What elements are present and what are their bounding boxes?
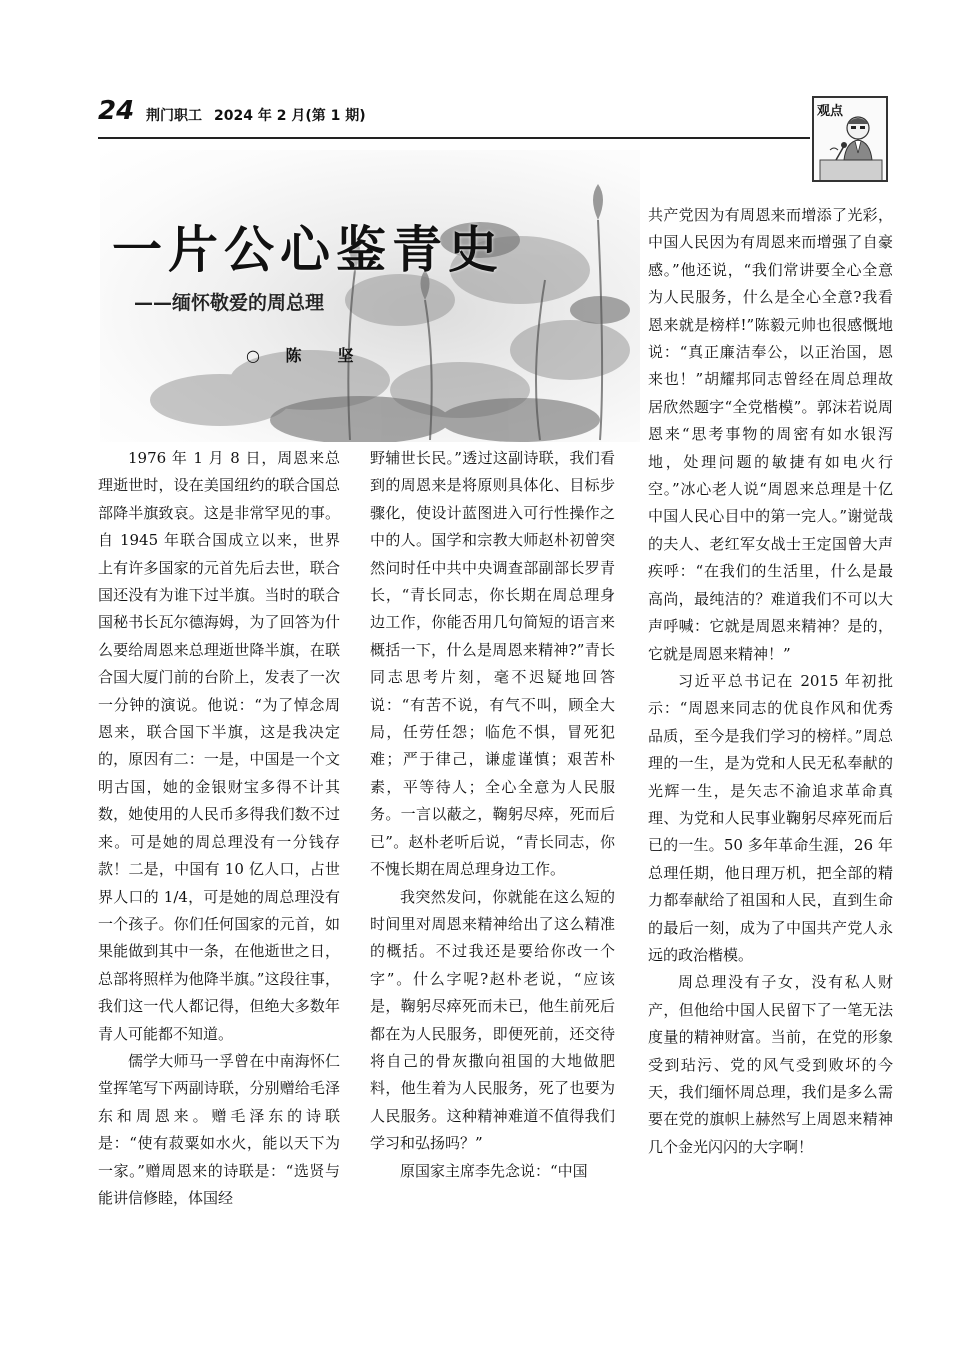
section-label: 观点 [817,104,844,119]
magazine-name: 荆门职工 [146,108,202,124]
article-subtitle: ——缅怀敬爱的周总理 [134,292,325,314]
paragraph: 我突然发问，你就能在这么短的时间里对周恩来精神给出了这么精准的概括。不过我还是要给你改一个字”。什么字呢?赵朴老说，“应该是，鞠躬尽瘁死而未已，他生前死后都在为人民服务，即便死前，还交待将自己的骨灰撒向祖国的大地做肥料，他生着为人民服务，死了也要为人民服务。这种精神难道不值得我们学习和弘扬吗？” [370,887,615,1153]
page-number: 24 [98,96,135,126]
paragraph: 周总理没有子女，没有私人财产，但他给中国人民留下了一笔无法度量的精神财富。当前，在党的形象受到玷污、党的风气受到败坏的今天，我们缅怀周总理，我们是多么需要在党的旗帜上赫然写上周恩来精神几个金光闪闪的大字啊！ [648,973,893,1156]
paragraph: 儒学大师马一孚曾在中南海怀仁堂挥笔写下两副诗联，分别赠给毛泽东和周恩来。赠毛泽东的诗联是：“使有菽粟如水火，能以天下为一家。”赠周恩来的诗联是：“选贤与能讲信修睦，体国经 [98,1051,340,1207]
article-title: 一片公心鉴青史 [112,220,504,279]
article-author: ○ 陈 坚 [246,346,364,365]
paragraph: 野辅世长民。”透过这副诗联，我们看到的周恩来是将原则具体化、目标步骤化，使设计蓝图进入可行性操作之中的人。国学和宗教大师赵朴初曾突然问时任中共中央调查部副部长罗青长，“青长同志，你长期在周总理身边工作，你能否用几句简短的语言来概括一下，什么是周恩来精神?”青长同志思考片刻，毫不迟疑地回答说：“有苦不说，有气不叫，顾全大局，任劳任怨；临危不惧，冒死犯难；严于律己，谦虚谨慎；艰苦朴素，平等待人；全心全意为人民服务。一言以蔽之，鞠躬尽瘁，死而后已”。赵朴老听后说，“青长同志，你不愧长期在周总理身边工作。 [370,449,615,879]
article-hero [100,150,640,442]
text-column-2 [370,445,615,1185]
section-badge [812,96,888,182]
header-rule [98,137,810,139]
paragraph: 原国家主席李先念说：“中国 [400,1161,588,1180]
text-column-3 [648,202,893,1161]
page-header [98,96,818,136]
text-column-1 [98,445,340,1212]
paragraph: 习近平总书记在 2015 年初批示：“周恩来同志的优良作风和优秀品质，至今是我们学习的榜样。”周总理的一生，是为党和人民无私奉献的光辉一生，是矢志不渝追求革命真理、为党和人民事业鞠躬尽瘁死而后已的一生。50 多年革命生涯，26 年总理任期，他日理万机，把全部的精力都奉献给了祖国和人民，直到生命的最后一刻，成为了中国共产党人永远的政治楷模。 [648,671,893,964]
paragraph: 1976 年 1 月 8 日，周恩来总理逝世时，设在美国纽约的联合国总部降半旗致哀。这是非常罕见的事。自 1945 年联合国成立以来，世界上有许多国家的元首先后去世，联合国还没有为谁下过半旗。当时的联合国秘书长瓦尔德海姆，为了回答为什么要给周恩来总理逝世降半旗，在联合国大厦门前的台阶上，发表了一次一分钟的演说。他说：“为了悼念周恩来，联合国下半旗，这是我决定的，原因有二：一是，中国是一个文明古国，她的金银财宝多得不计其数，她使用的人民币多得我们数不过来。可是她的周总理没有一分钱存款！二是，中国有 10 亿人口，占世界人口的 1/4，可是她的周总理没有一个孩子。你们任何国家的元首，如果能做到其中一条，在他逝世之日，总部将照样为他降半旗。”这段往事，我们这一代人都记得，但绝大多数年青人可能都不知道。 [98,449,340,1043]
issue-date: 2024 年 2 月(第 1 期) [214,108,366,124]
paragraph: 共产党因为有周恩来而增添了光彩，中国人民因为有周恩来而增强了自豪感。”他还说，“我们常讲要全心全意为人民服务，什么是全心全意?我看恩来就是榜样!”陈毅元帅也很感慨地说：“真正廉洁奉公，以正治国，恩来也！”胡耀邦同志曾经在周总理故居欣然题字“全党楷模”。郭沫若说周恩来“思考事物的周密有如水银泻地，处理问题的敏捷有如电火行空。”冰心老人说“周恩来总理是十亿中国人民心目中的第一完人。”谢觉哉的夫人、老红军女战士王定国曾大声疾呼：“在我们的生活里，什么是最高尚，最纯洁的？难道我们不可以大声呼喊：它就是周恩来精神？是的，它就是周恩来精神！” [648,206,893,663]
